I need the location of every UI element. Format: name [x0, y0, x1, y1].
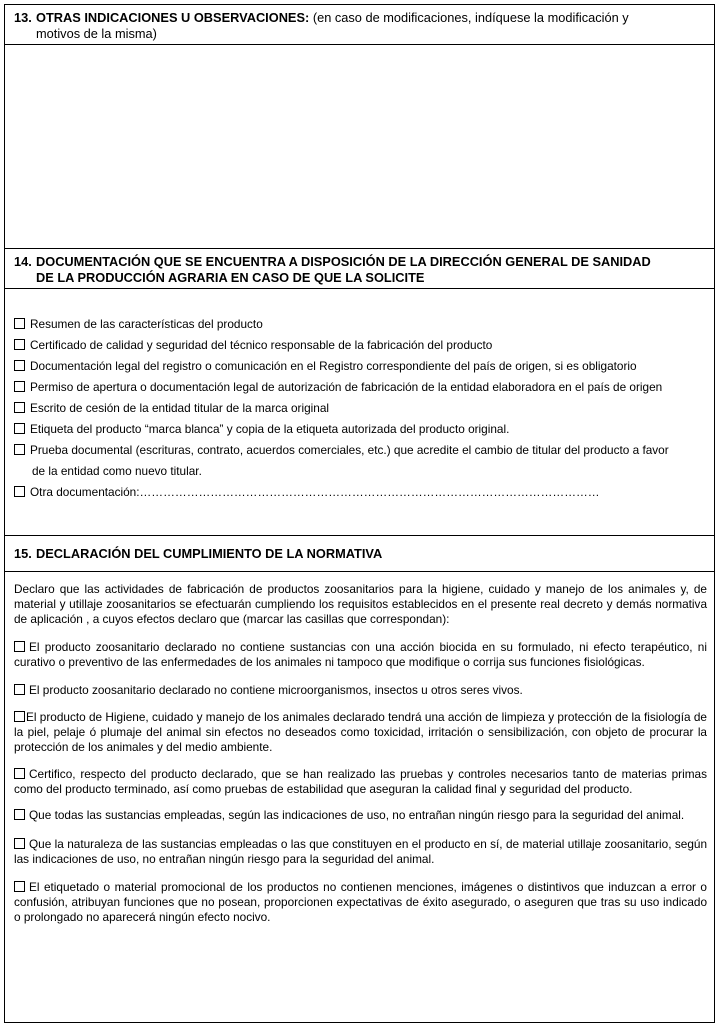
declaration-text: El producto zoosanitario declarado no contiene sustancias con una acción biocida en su formulado, ni efecto terapéutico, ni curativo o preventivo de las enfermedades de los animales ni tampoco que modifique o corrija sus funciones fisiológicas. [14, 640, 707, 669]
checkbox[interactable] [14, 711, 25, 722]
declaration-item [14, 683, 707, 698]
declaration-text: Que todas las sustancias empleadas, según las indicaciones de uso, no entrañan ningún riesgo para la seguridad del animal. [29, 808, 685, 822]
section-14-title-line1: DOCUMENTACIÓN QUE SE ENCUENTRA A DISPOSICIÓN DE LA DIRECCIÓN GENERAL DE SANIDAD [36, 254, 651, 269]
section-14-title [14, 254, 720, 286]
checkbox[interactable] [14, 444, 25, 455]
doc-item-label: Prueba documental (escrituras, contrato, acuerdos comerciales, etc.) que acredite el cambio de titular del producto a favor [30, 443, 669, 457]
declaration-intro: Declaro que las actividades de fabricación de productos zoosanitarios para la higiene, cuidado y manejo de los animales y, de material y utillaje zoosanitarios se efectuarán cumpliendo los requisitos establecidos en el presente real decreto y demás normativa de aplicación , a cuyos efectos declaro que (marcar las casillas que correspondan): [14, 582, 707, 626]
declaration-text: El producto de Higiene, cuidado y manejo de los animales declarado tendrá una acción de limpieza y protección de la fisiología de la piel, pelaje ó plumaje del animal sin efectos no deseados como toxicidad, irritación o sensibilización, con objeto de procurar la protección de los animales y del medio ambiente. [14, 710, 707, 754]
doc-item-label: Permiso de apertura o documentación legal de autorización de fabricación de la entidad elaboradora en el país de origen [30, 380, 663, 394]
section-13-title-bold: OTRAS INDICACIONES U OBSERVACIONES: [36, 10, 310, 25]
doc-item [14, 440, 704, 482]
doc-item-label: Otra documentación:……………………………………………………………………………………………………… [30, 485, 600, 499]
doc-item [14, 314, 704, 335]
divider [4, 288, 715, 289]
doc-item-label: Documentación legal del registro o comunicación en el Registro correspondiente del país de origen, si es obligatorio [30, 359, 637, 373]
doc-item [14, 335, 704, 356]
doc-item-label: Resumen de las características del producto [30, 317, 263, 331]
declaration-item [14, 808, 707, 823]
doc-item [14, 419, 704, 440]
checkbox[interactable] [14, 339, 25, 350]
doc-item [14, 356, 704, 377]
section-14-number: 14. [14, 254, 32, 269]
section-15-title-text: DECLARACIÓN DEL CUMPLIMIENTO DE LA NORMATIVA [36, 546, 383, 561]
declaration-text: Certifico, respecto del producto declarado, que se han realizado las pruebas y controles necesarios tanto de materias primas como del producto terminado, así como pruebas de estabilidad que aseguran la calidad final y seguridad del producto. [14, 767, 707, 796]
section-13-number: 13. [14, 10, 32, 25]
checkbox[interactable] [14, 360, 25, 371]
doc-item-label: Etiqueta del producto “marca blanca” y copia de la etiqueta autorizada del producto original. [30, 422, 510, 436]
declaration-item [14, 710, 707, 755]
divider [4, 535, 715, 536]
doc-item [14, 377, 704, 398]
checkbox[interactable] [14, 641, 25, 652]
declaration-text: El etiquetado o material promocional de los productos no contienen menciones, imágenes o distintivos que induzcan a error o confusión, atribuyan funciones que no posean, proporcionen expectativas de éxito asegurado, o aseguren que tras su uso indicado o prolongado no aparecerá ningún efecto nocivo. [14, 880, 707, 924]
declaration-item [14, 640, 707, 670]
checkbox[interactable] [14, 486, 25, 497]
declaration-text: Que la naturaleza de las sustancias empleadas o las que constituyen en el producto en sí, de material utillaje zoosanitario, según las indicaciones de uso, no entrañan ningún riesgo para la seguridad del animal. [14, 837, 707, 866]
observations-area[interactable] [5, 45, 714, 248]
section-15-number: 15. [14, 546, 32, 561]
checkbox[interactable] [14, 838, 25, 849]
doc-item [14, 398, 704, 419]
checkbox[interactable] [14, 318, 25, 329]
section-14-title-line2: DE LA PRODUCCIÓN AGRARIA EN CASO DE QUE LA SOLICITE [36, 270, 425, 285]
section-15-title [14, 546, 704, 562]
checkbox[interactable] [14, 423, 25, 434]
checkbox[interactable] [14, 809, 25, 820]
declaration-item [14, 837, 707, 867]
declaration-item [14, 880, 707, 925]
doc-item-label: Escrito de cesión de la entidad titular de la marca original [30, 401, 330, 415]
doc-item-label-cont: de la entidad como nuevo titular. [32, 464, 202, 478]
doc-item [14, 482, 704, 503]
checkbox[interactable] [14, 768, 25, 779]
checkbox[interactable] [14, 381, 25, 392]
section-13-title-cont: motivos de la misma) [36, 26, 157, 41]
checkbox[interactable] [14, 881, 25, 892]
section-13-title-rest: (en caso de modificaciones, indíquese la modificación y [312, 10, 629, 25]
section-13-title [14, 10, 704, 42]
declaration-item [14, 767, 707, 797]
divider [4, 248, 715, 249]
divider [4, 571, 715, 572]
doc-item-label: Certificado de calidad y seguridad del técnico responsable de la fabricación del producto [30, 338, 493, 352]
checkbox[interactable] [14, 684, 25, 695]
checkbox[interactable] [14, 402, 25, 413]
declaration-text: El producto zoosanitario declarado no contiene microorganismos, insectos u otros seres vivos. [29, 683, 523, 697]
